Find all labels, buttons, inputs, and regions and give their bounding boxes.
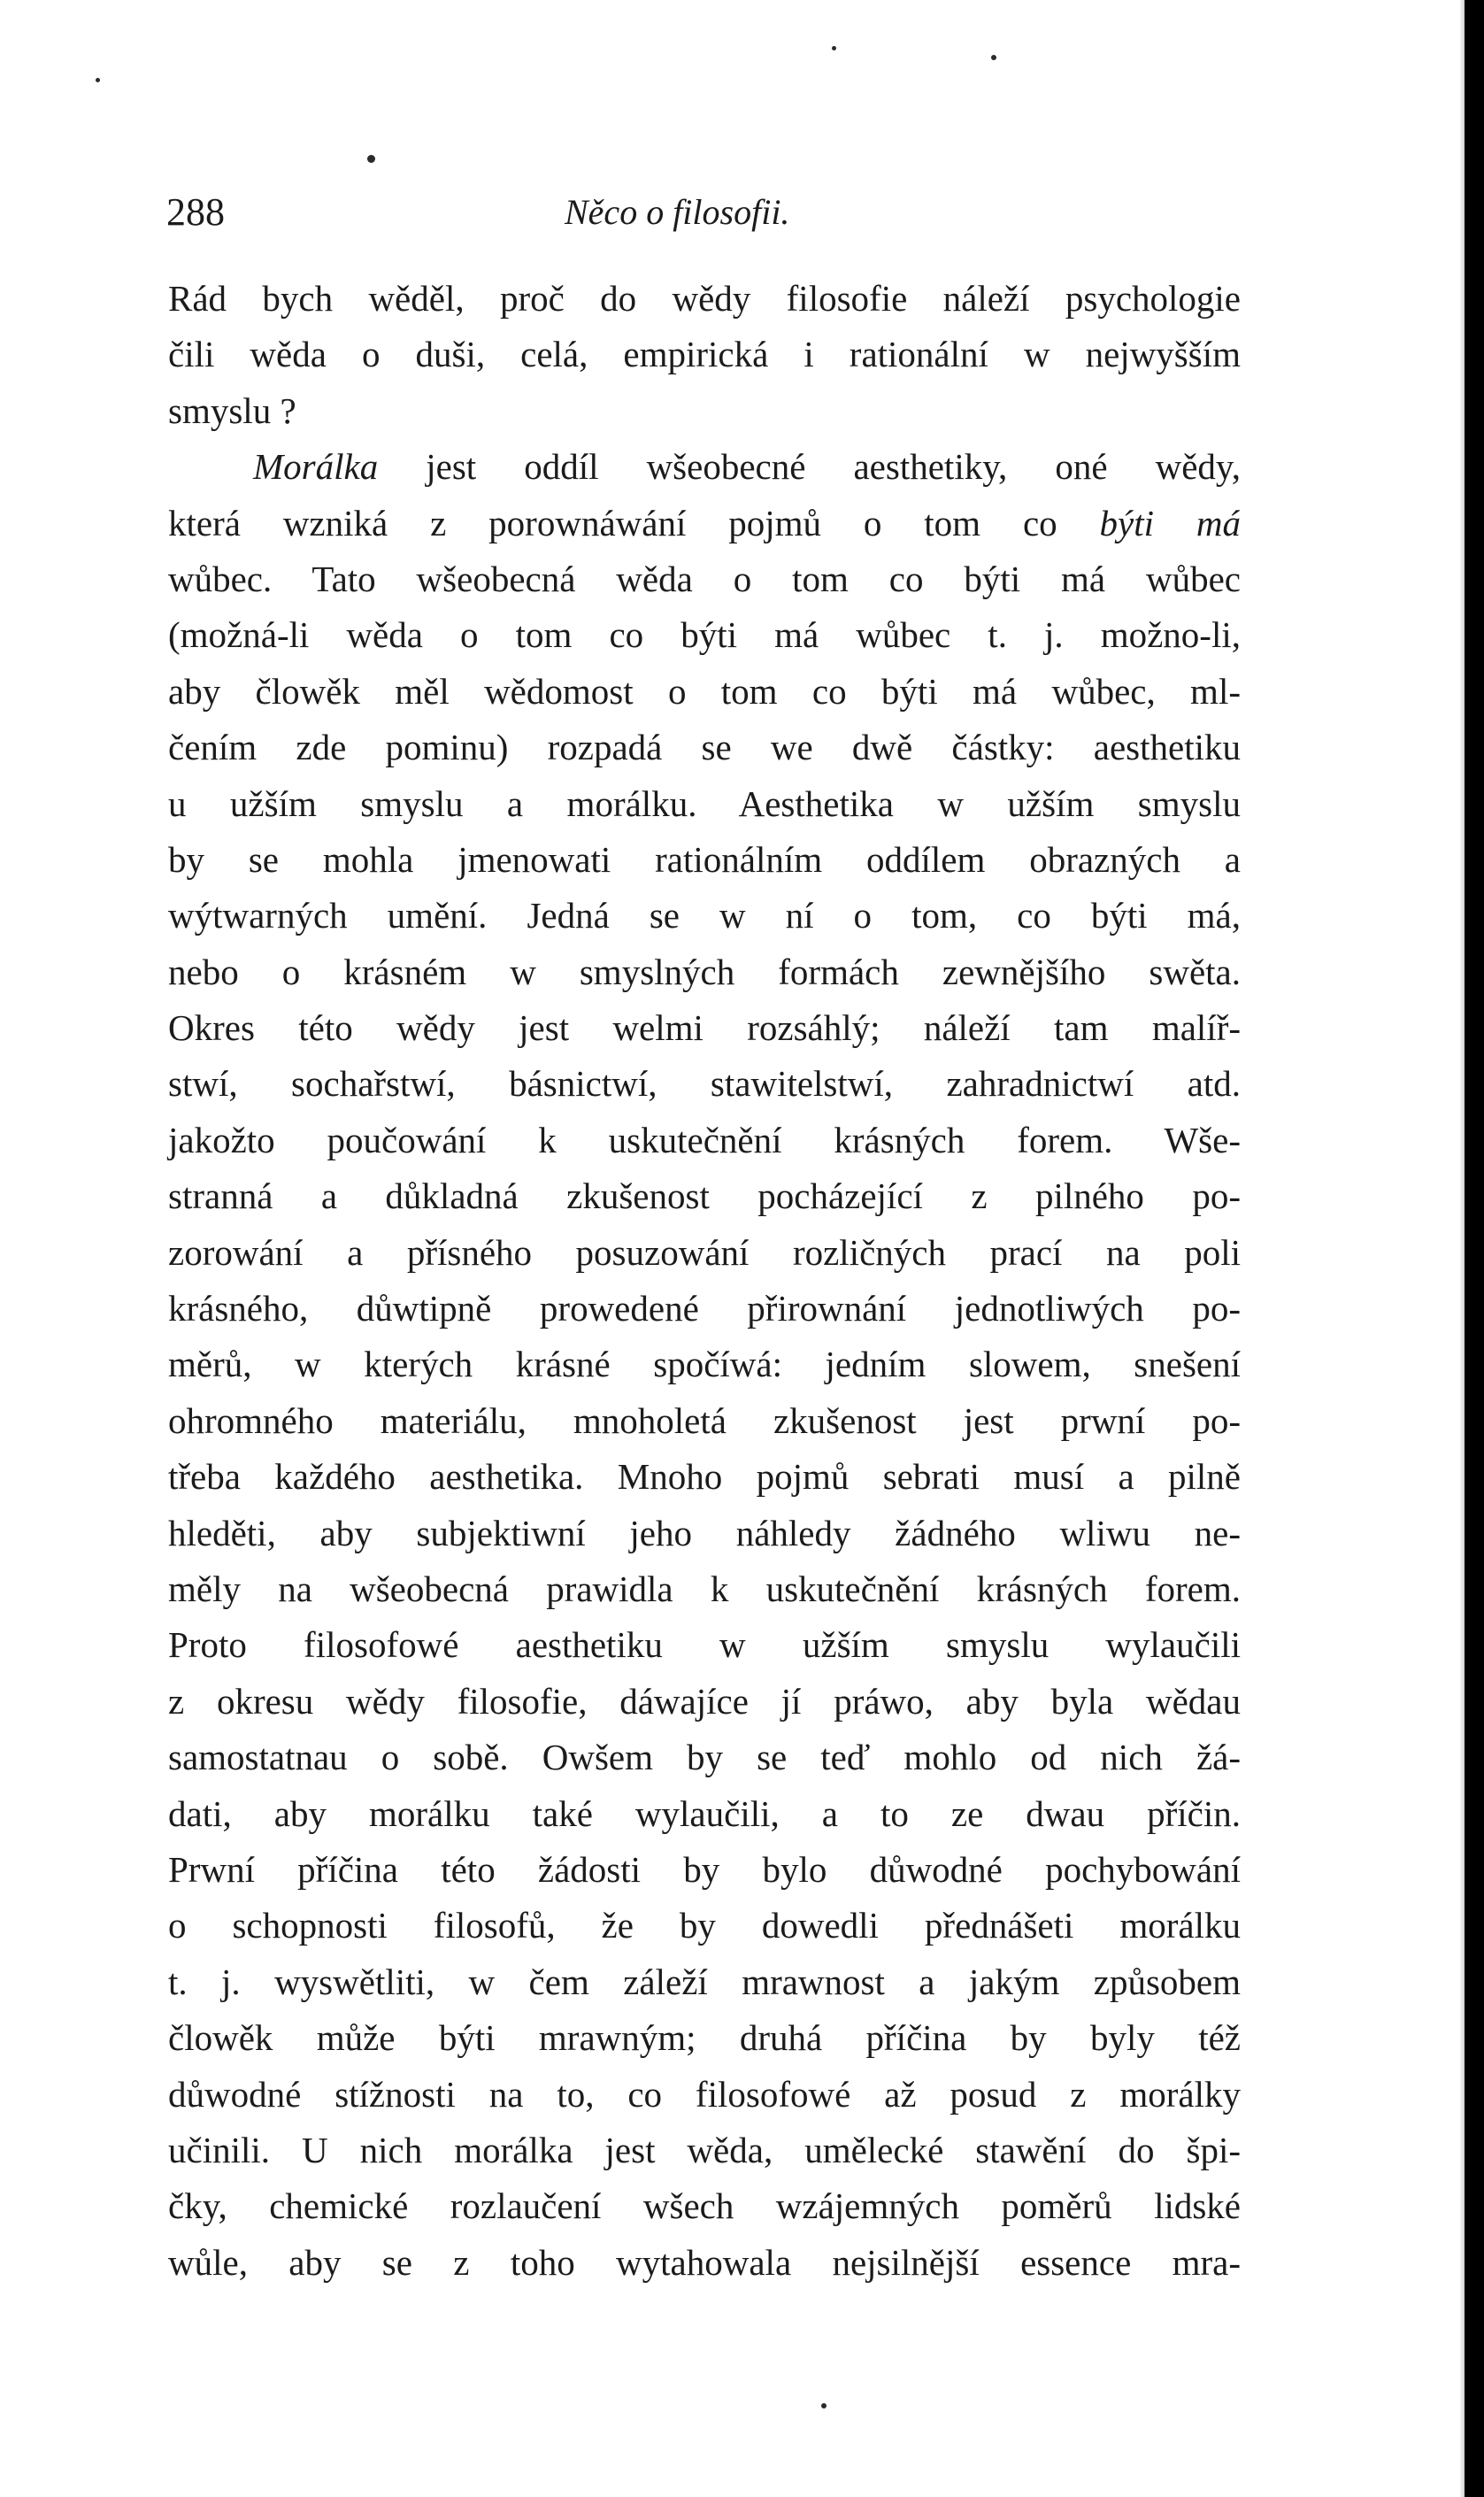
scan-speck [96, 78, 100, 82]
text-line: wýtwarných umění. Jedná se w ní o tom, co býti má, [168, 895, 1241, 936]
text-line: o schopnosti filosofů, že by dowedli přednášeti morálku [168, 1905, 1241, 1946]
text-line: zorowání a přísného posuzowání rozličných prací na poli [168, 1231, 1241, 1273]
text-line: wůle, aby se z toho wytahowala nejsilnější essence mra- [168, 2241, 1241, 2283]
text-line: měly na wšeobecná prawidla k uskutečnění krásných forem. [168, 1568, 1241, 1609]
text-line: měrů, w kterých krásné spočíwá: jedním slowem, snešení [168, 1344, 1241, 1385]
text-line: wůbec. Tato wšeobecná wěda o tom co býti má wůbec [168, 558, 1241, 599]
text-line: u užším smyslu a morálku. Aesthetika w užším smyslu [168, 782, 1241, 824]
text-line: t. j. wyswětliti, w čem záleží mrawnost a jakým způsobem [168, 1961, 1241, 2002]
body-text [168, 271, 1241, 2291]
text-line: učinili. U nich morálka jest wěda, umělecké stawění do špi- [168, 2129, 1241, 2170]
text-line [168, 496, 1241, 551]
text-line-rest: jest oddíl wšeobecné aesthetiky, oné wědy, [378, 446, 1241, 488]
text-line: stwí, sochařstwí, básnictwí, stawitelstwí, zahradnictwí atd. [168, 1063, 1241, 1105]
text-line: čky, chemické rozlaučení wšech wzájemných poměrů lidské [168, 2185, 1241, 2227]
text-line: ohromného materiálu, mnoholetá zkušenost jest prwní po- [168, 1399, 1241, 1441]
text-line: Okres této wědy jest welmi rozsáhlý; náleží tam malíř- [168, 1007, 1241, 1049]
text-line-start: která wzniká z porownáwání pojmů o tom co [168, 502, 1100, 543]
text-line: hleděti, aby subjektiwní jeho náhledy žádného wliwu ne- [168, 1512, 1241, 1553]
scan-speck [821, 2403, 827, 2408]
text-line: čením zde pominu) rozpadá se we dwě částky: aesthetiku [168, 727, 1241, 768]
text-line: krásného, důwtipně prowedené přirownání jednotliwých po- [168, 1288, 1241, 1329]
text-line: člowěk může býti mrawným; druhá příčina by byly též [168, 2017, 1241, 2059]
scan-speck [832, 46, 836, 50]
emphasis-term: býti má [1099, 502, 1242, 543]
text-line: dati, aby morálku také wylaučili, a to ze dwau příčin. [168, 1792, 1241, 1834]
scan-speck [367, 155, 375, 163]
text-line: nebo o krásném w smyslných formách zewnějšího swěta. [168, 951, 1241, 992]
text-line: (možná-li wěda o tom co býti má wůbec t. j. možno-li, [168, 614, 1241, 656]
text-line: jakožto poučowání k uskutečnění krásných forem. Wše- [168, 1119, 1241, 1160]
text-line: z okresu wědy filosofie, dáwajíce jí práwo, aby byla wědau [168, 1680, 1241, 1722]
text-line [168, 439, 1241, 495]
scan-border [1465, 0, 1484, 2497]
text-line: by se mohla jmenowati rationálním oddílem obrazných a [168, 838, 1241, 880]
text-line: aby člowěk měl wědomost o tom co býti má wůbec, ml- [168, 670, 1241, 712]
text-line: třeba každého aesthetika. Mnoho pojmů sebrati musí a pilně [168, 1456, 1241, 1498]
text-line: důwodné stížnosti na to, co filosofowé až posud z morálky [168, 2073, 1241, 2115]
emphasis-term: Morálka [253, 446, 379, 488]
text-line: Rád bych wěděl, proč do wědy filosofie náleží psychologie [168, 278, 1241, 319]
text-line: Prwní příčina této žádosti by bylo důwodné pochybowání [168, 1848, 1241, 1890]
text-line: smyslu ? [168, 389, 296, 431]
scan-speck [991, 55, 996, 60]
page-header [166, 186, 1241, 239]
text-line: Proto filosofowé aesthetiku w užším smyslu wylaučili [168, 1624, 1241, 1666]
text-line: samostatnau o sobě. Owšem by se teď mohlo od nich žá- [168, 1737, 1241, 1778]
running-title: Něco o filosofii. [565, 192, 790, 232]
text-line: čili wěda o duši, celá, empirická i rationální w nejwyšším [168, 334, 1241, 375]
page-number: 288 [166, 190, 225, 234]
text-line: stranná a důkladná zkušenost pocházející z pilného po- [168, 1175, 1241, 1217]
